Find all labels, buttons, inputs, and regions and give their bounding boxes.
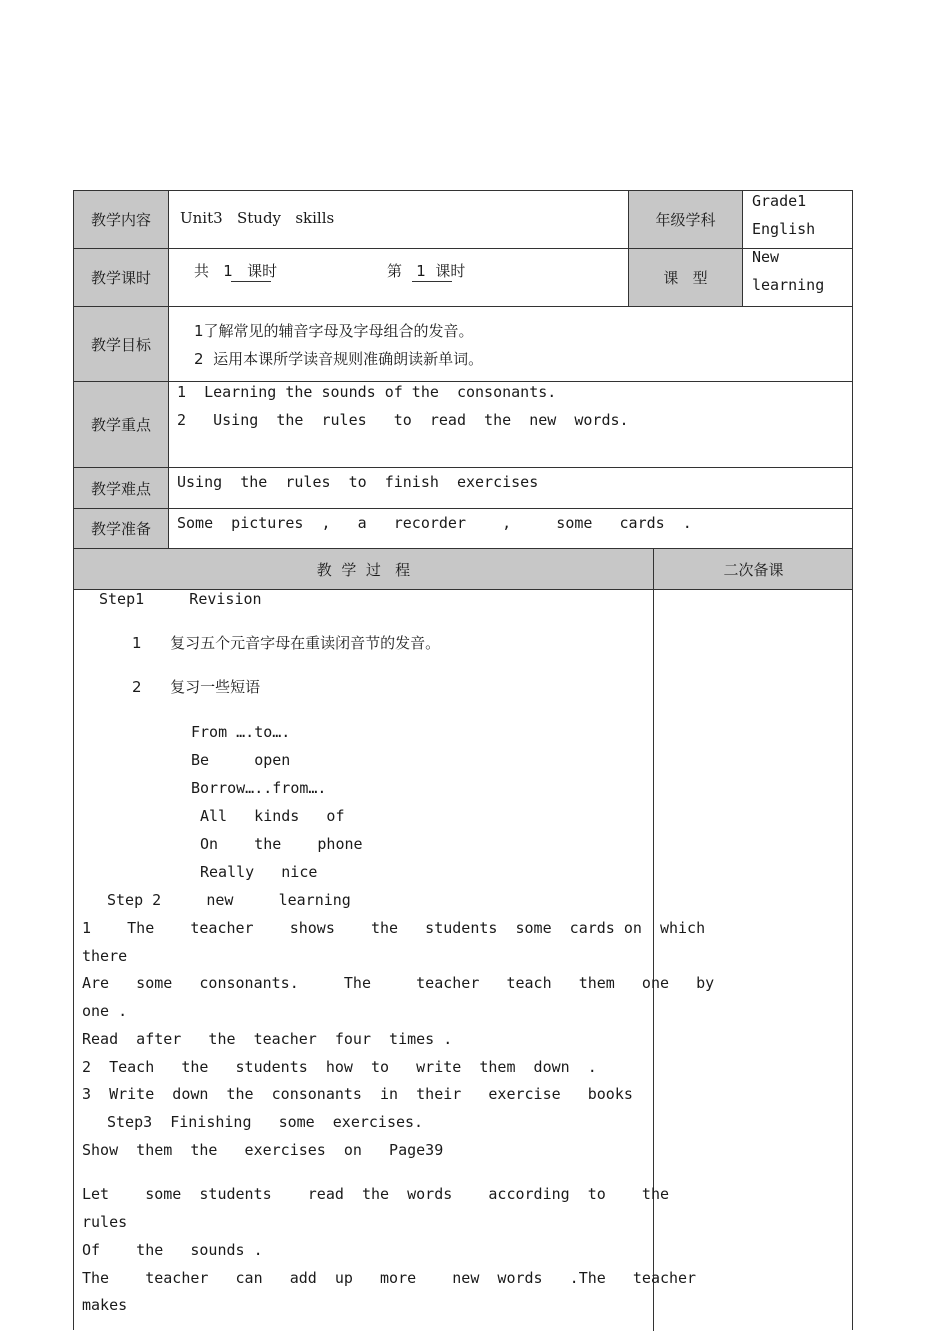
step3-line-6: makes — [82, 1296, 128, 1314]
side-title: 二次备课 — [723, 560, 784, 579]
nth-hour: 第 1 课时 — [387, 262, 466, 280]
phrase-6: Really nice — [200, 863, 318, 881]
unit-title: Unit3 Study skills — [180, 209, 335, 227]
phrase-5: On the phone — [200, 835, 363, 853]
underline-total — [231, 281, 271, 282]
row-key-points — [74, 382, 852, 468]
row-objectives — [74, 307, 852, 382]
phrase-1: From ….to…. — [191, 723, 291, 741]
phrase-4: All kinds of — [200, 807, 345, 825]
step3-line-1: Show them the exercises on Page39 — [82, 1141, 444, 1159]
lesson-type-line2: learning — [752, 276, 825, 294]
grade-subject-label-cell — [628, 191, 743, 248]
grade-value: Grade1 — [752, 192, 807, 210]
step3-line-4: Of the sounds . — [82, 1241, 263, 1259]
process-body-divider — [653, 590, 654, 1331]
process-header-row — [74, 549, 852, 590]
step2-heading: Step 2 new learning — [107, 891, 351, 909]
phrase-3: Borrow…..from…. — [191, 779, 327, 797]
step1-item-2: 2 复习一些短语 — [132, 678, 261, 696]
step3-heading: Step3 Finishing some exercises. — [107, 1113, 424, 1131]
lesson-plan-table — [73, 190, 853, 1330]
difficulty-1: Using the rules to finish exercises — [177, 473, 539, 491]
process-body — [74, 590, 852, 1331]
lesson-type-label-cell — [628, 249, 743, 306]
preparation-1: Some pictures , a recorder , some cards . — [177, 514, 692, 532]
label-difficulties: 教学难点 — [74, 468, 169, 508]
step2-line-1: 1 The teacher shows the students some cards on which — [82, 919, 706, 937]
subject-value: English — [752, 220, 816, 238]
step3-line-2: Let some students read the words according to the — [82, 1185, 669, 1203]
step2-line-7: 3 Write down the consonants in their exercise books — [82, 1085, 633, 1103]
row-preparation — [74, 509, 852, 549]
objective-1: 1了解常见的辅音字母及字母组合的发音。 — [194, 322, 474, 340]
step2-line-3: Are some consonants. The teacher teach them one by — [82, 974, 715, 992]
lesson-type-line1: New — [752, 248, 780, 266]
key-point-2: 2 Using the rules to read the new words. — [177, 411, 629, 429]
key-point-1: 1 Learning the sounds of the consonants. — [177, 383, 557, 401]
process-title: 教 学 过 程 — [316, 560, 411, 579]
phrase-2: Be open — [191, 751, 291, 769]
objective-2: 2 运用本课所学读音规则准确朗读新单词。 — [194, 350, 484, 368]
row-content — [74, 191, 852, 249]
step1-item-1: 1 复习五个元音字母在重读闭音节的发音。 — [132, 634, 441, 652]
grade-subject-label: 年级学科 — [655, 211, 716, 229]
label-key-points: 教学重点 — [74, 382, 169, 467]
lesson-type-label: 课 型 — [663, 269, 708, 287]
step2-line-2: there — [82, 947, 128, 965]
step2-line-6: 2 Teach the students how to write them down . — [82, 1058, 597, 1076]
label-preparation: 教学准备 — [74, 509, 169, 548]
label-hours: 教学课时 — [74, 249, 169, 306]
step3-line-3: rules — [82, 1213, 128, 1231]
step3-line-5: The teacher can add up more new words .The teacher — [82, 1269, 697, 1287]
step2-line-4: one . — [82, 1002, 128, 1020]
row-difficulties — [74, 468, 852, 509]
label-content: 教学内容 — [74, 191, 169, 248]
row-hours — [74, 249, 852, 307]
underline-nth — [412, 281, 452, 282]
label-objectives: 教学目标 — [74, 307, 169, 381]
step2-line-5: Read after the teacher four times . — [82, 1030, 453, 1048]
total-hours: 共 1 课时 — [194, 262, 278, 280]
step1-heading: Step1 Revision — [99, 590, 262, 608]
